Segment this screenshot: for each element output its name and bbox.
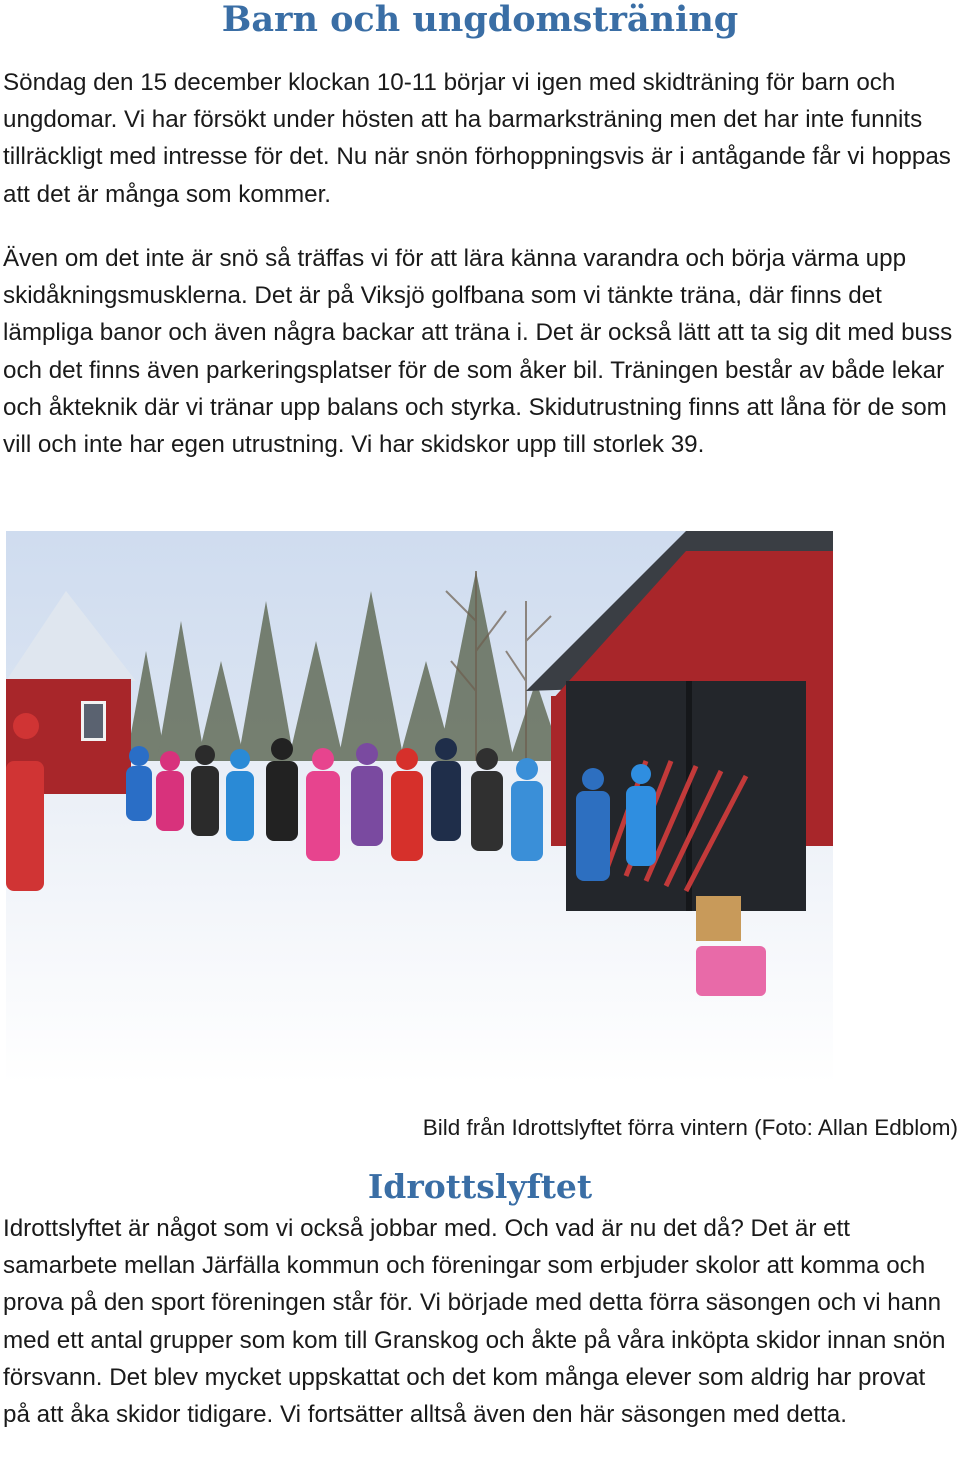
section-title: Idrottslyftet [367, 1167, 593, 1206]
page-title: Barn och ungdomsträning [221, 0, 739, 40]
details-paragraph: Även om det inte är snö så träffas vi för att lära känna varandra och börja värma upp skidåkningsmusklerna. Det är på Viksjö golfbana som vi tänkte träna, där finns det lämpliga banor och även några backar att träna i. Det är också lätt att ta sig dit med buss och det finns även parkeringsplatser för de som åker bil. Träningen består av både lekar och åkteknik där vi tränar upp balans och styrka. Skidutrustning finns att låna för de som vill och inte har egen utrustning. Vi har skidskor upp till storlek 39. [3, 245, 953, 459]
snow-scene-illustration [6, 531, 833, 1084]
idrottslyftet-paragraph: Idrottslyftet är något som vi också jobbar med. Och vad är nu det då? Det är ett samarbete mellan Järfälla kommun och föreningar som erbjuder skolor att komma och prova på den sport föreningen står för. Vi började med detta förra säsongen och vi hann med ett antal grupper som kom till Granskog och åkte på våra inköpta skidor innan snön försvann. Det blev mycket uppskattat och det kom många elever som aldrig har provat på att åka skidor tidigare. Vi fortsätter alltså även den här säsongen med detta. [3, 1215, 946, 1429]
intro-paragraph: Söndag den 15 december klockan 10-11 börjar vi igen med skidträning för barn och ungdomar. Vi har försökt under hösten att ha barmarksträning men det har inte funnits tillräckligt med intresse för det. Nu när snön förhoppningsvis är i antågande får vi hoppas att det är många som kommer. [3, 69, 951, 208]
training-photo [6, 531, 833, 1084]
photo-caption: Bild från Idrottslyftet förra vintern (Foto: Allan Edblom) [422, 1115, 958, 1140]
